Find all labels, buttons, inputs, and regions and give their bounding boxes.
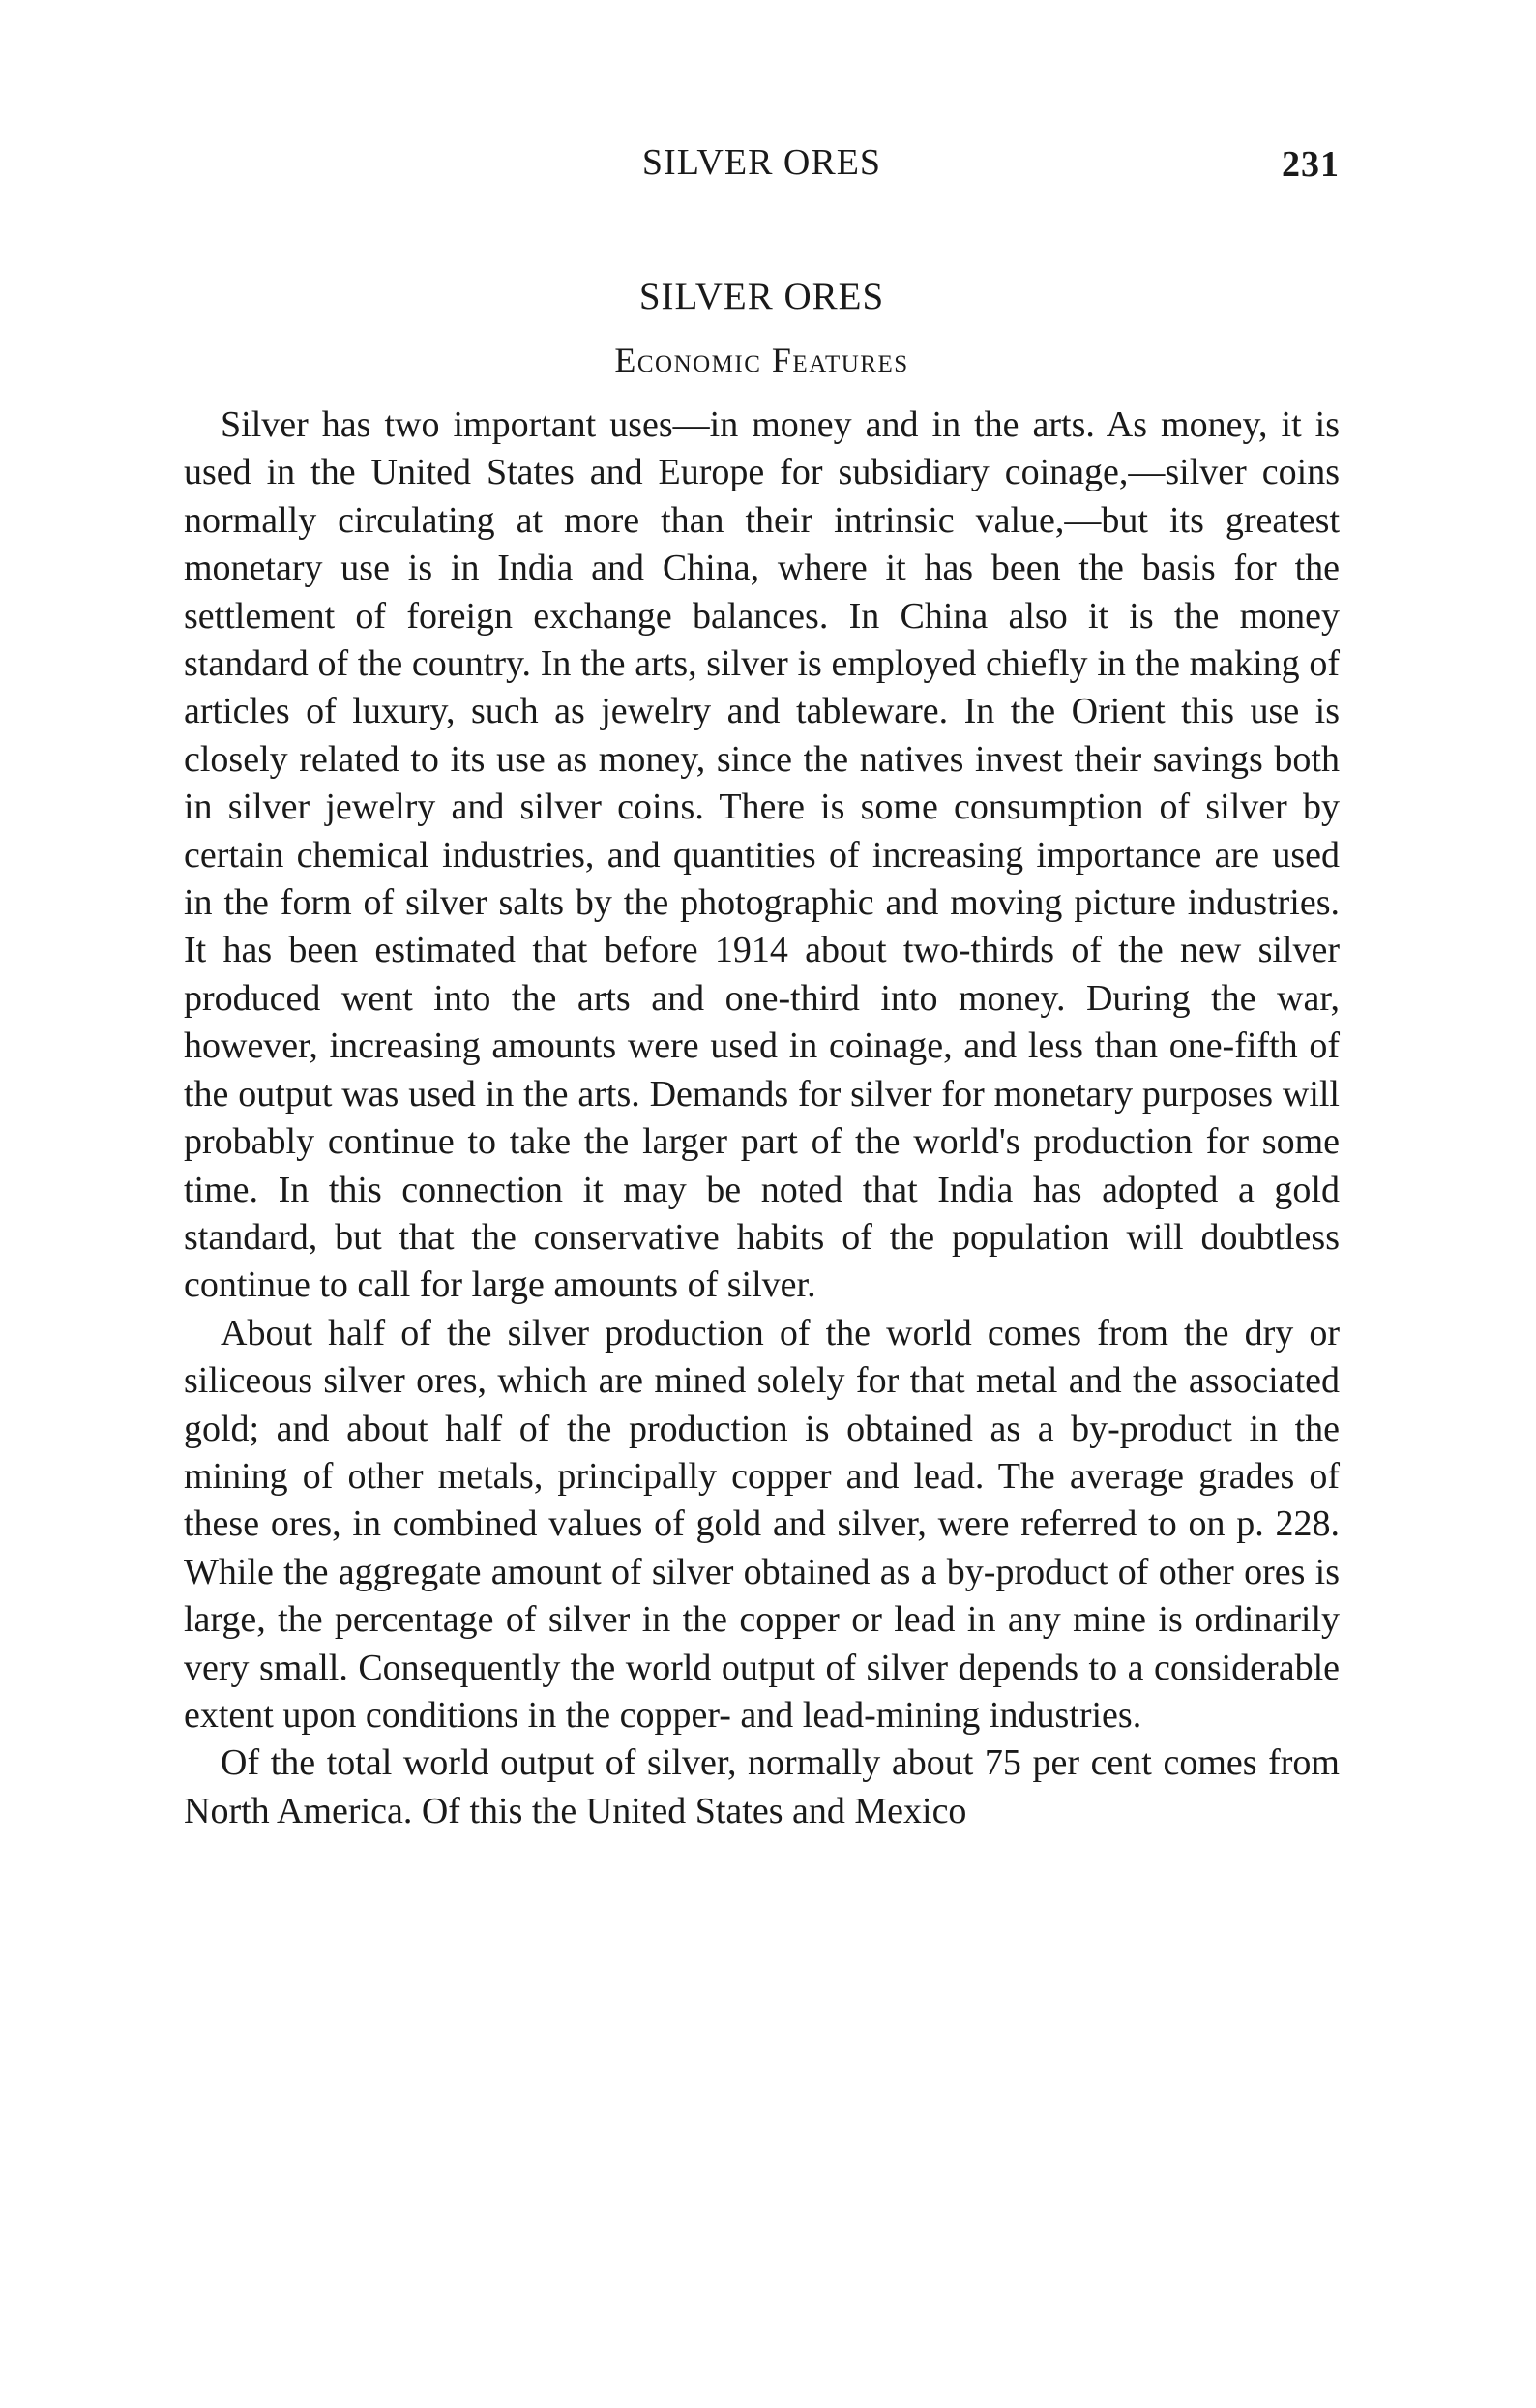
chapter-title: SILVER ORES [638,276,885,317]
page-number: 231 [1282,144,1340,185]
running-title: SILVER ORES [641,142,882,183]
running-header [184,135,1340,193]
paragraph: Of the total world output of silver, normally about 75 per cent comes from North America. Of this the United States and Mexico [184,1742,1340,1831]
paragraph: About half of the silver production of the world comes from the dry or siliceous silver ores, which are mined solely for that metal and the associated gold; and about half of the production is obtained as a by-product in the mining of other metals, principally copper and lead. The average grades of these ores, in combined values of gold and silver, were referred to on p. 228. While the aggregate amount of silver obtained as a by-product of other ores is large, the percentage of silver in the copper or lead in any mine is ordinarily very small. Consequently the world output of silver depends to a considerable extent upon conditions in the copper- and lead-mining industries. [184,1312,1340,1736]
section-title: Economic Features [614,341,909,379]
body-text [184,401,1340,1835]
paragraph: Silver has two important uses—in money and in the arts. As money, it is used in the United States and Europe for subsidiary coinage,—silver coins normally circulating at more than their intrinsic value,—but its greatest monetary use is in India and China, where it has been the basis for the settlement of foreign exchange balances. In China also it is the money standard of the country. In the arts, silver is employed chiefly in the making of articles of luxury, such as jewelry and tableware. In the Orient this use is closely related to its use as money, since the natives invest their savings both in silver jewelry and silver coins. There is some consumption of silver by certain chemical industries, and quantities of increasing importance are used in the form of silver salts by the photographic and moving picture industries. It has been estimated that before 1914 about two-thirds of the new silver produced went into the arts and one-third into money. During the war, however, increasing amounts were used in coinage, and less than one-fifth of the output was used in the arts. Demands for silver for monetary purposes will probably continue to take the larger part of the world's production for some time. In this connection it may be noted that India has adopted a gold standard, but that the conservative habits of the population will doubtless continue to call for large amounts of silver. [184,404,1340,1306]
book-page [184,135,1340,1835]
